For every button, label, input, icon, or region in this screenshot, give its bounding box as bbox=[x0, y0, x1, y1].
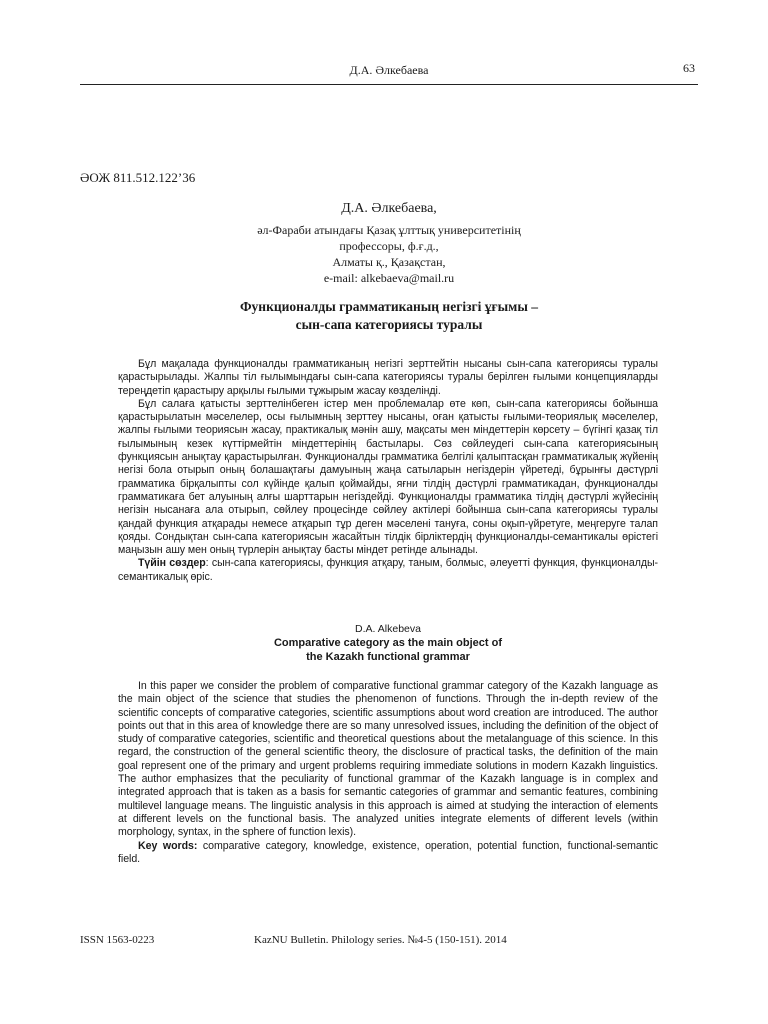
english-heading bbox=[118, 622, 658, 664]
author-email: e-mail: alkebaeva@mail.ru bbox=[323, 271, 455, 285]
en-title-line: the Kazakh functional grammar bbox=[306, 651, 470, 663]
page-number: 63 bbox=[683, 61, 695, 75]
abstract-paragraph: In this paper we consider the problem of comparative functional grammar category of the Kazakh language as the main object of the science that studies the phenomenon of functions. Through the in-depth review of the scientific concepts of comparative categories, scientific assumptions about word creation are introduced. The author points out that in this area of knowledge there are so many unresolved issues, including the definition of the object of study of comparative categories, scientific and theoretical questions about the metalanguage of this science. In this regard, the construction of the general scientific theory, the disclosure of practical tasks, the definition of the main goal represent one of the primary and urgent problems requiring immediate solutions in modern Kazakh linguistics. The author emphasizes that the peculiarity of functional grammar of the Kazakh language is in complex and integrated approach that is taken as a basis for semantic categories of grammar and semantic features, combining multilevel language means. The linguistic analysis in this approach is aimed at studying the interaction of elements at different levels on the functional basis. The analyzed unities integrate elements of different levels (within morphology, syntax, in the sphere of function lexis). bbox=[118, 680, 658, 839]
author-name: Д.А. Әлкебаева, bbox=[341, 201, 437, 216]
abstract-kz bbox=[118, 358, 658, 584]
udc-code: ӘОЖ 811.512.122’36 bbox=[80, 170, 196, 185]
affiliation-line: профессоры, ф.ғ.д., bbox=[339, 239, 439, 253]
abstract-en bbox=[118, 680, 658, 866]
keywords-text: : сын-сапа категориясы, функция атқару, таным, болмыс, әлеуетті функция, функционалды-семантикалық өріс. bbox=[118, 557, 658, 583]
en-author: D.A. Alkebeva bbox=[355, 623, 421, 635]
issn: ISSN 1563-0223 bbox=[80, 934, 155, 946]
keywords-kz bbox=[118, 557, 658, 584]
journal-info: KazNU Bulletin. Philology series. №4-5 (150-151). 2014 bbox=[254, 934, 507, 946]
en-title-line: Comparative category as the main object of bbox=[273, 637, 502, 649]
affiliation-line: Алматы қ., Қазақстан, bbox=[332, 255, 446, 269]
keywords-text: comparative category, knowledge, existence, operation, potential function, functional-semantic field. bbox=[118, 839, 658, 865]
keywords-en bbox=[118, 840, 658, 867]
title-line: Функционалды грамматиканың негізгі ұғымы – bbox=[239, 299, 539, 314]
running-header bbox=[80, 62, 698, 85]
abstract-paragraph: Бұл мақалада функционалды грамматиканың негізгі зерттейтін нысаны сын-сапа категориясы туралы қарастырылады. Жалпы тіл ғылымындағы сын-сапа категориясы туралы берілген ғылыми концепцияларды тереңдетіп қарастыру арқылы ғылыми тұжырым жасау көзделінді. bbox=[118, 358, 658, 397]
running-header-author: Д.А. Әлкебаева bbox=[349, 63, 429, 77]
abstract-paragraph: Бұл салаға қатысты зерттелінбеген істер мен проблемалар өте көп, сын-сапа категориясы бойынша қарастырылатын мәселелер, осы ғылымның зерттеу нысаны, оған қатысты ғылыми-теориялық мәселелер, жалпы ғылыми теориясын жасау, практикалық мәнін ашу, мақсаты мен міндеттерін көрсету – бүгінгі қазақ тіл ғылымының кезек күттірмейтін міндеттерінің бастылары. Сөз сөйлеудегі сын-сапа категориясының функциясын анықтау қарастырылған. Функционалды грамматика белгілі қалыптасқан грамматикалық жүйенің негізі бола отырып оның болашақтағы дамуының жаңа сатыларын негіздерін үйретеді, бұрынғы дәстүрлі грамматика бірқалыпты сол күйінде қалып қоймайды, яғни тілдің дәстүрлі грамматикадан, функционалды грамматикаға бет алуының алғы шарттарын негіздейді. Функционалды грамматика тілдің дәстүрлі жүйесінің негізін нысанаға ала отырып, сөйлеу процесінде сөйлеу актілері бойынша сын-сапа категориясы туралы қандай функция атқарады немесе атқарып тұр деген мәселені тануға, соны оқып-үйретуге, меңгеруге талап қояды. Сондықтан сын-сапа категориясын жасайтын тілдік бірліктердің функционалды-семантикалы өрістегі маңызын ашу мен оның түрлерін анықтау басты міндет ретінде алынады. bbox=[118, 397, 658, 557]
affiliation-line: әл-Фараби атындағы Қазақ ұлттық университетінің bbox=[257, 223, 521, 237]
keywords-label: Түйін сөздер bbox=[138, 557, 206, 570]
author-block bbox=[80, 201, 698, 286]
title-line: сын-сапа категориясы туралы bbox=[295, 317, 483, 332]
keywords-label: Key words: bbox=[138, 839, 198, 852]
article-title-kz bbox=[80, 298, 698, 334]
